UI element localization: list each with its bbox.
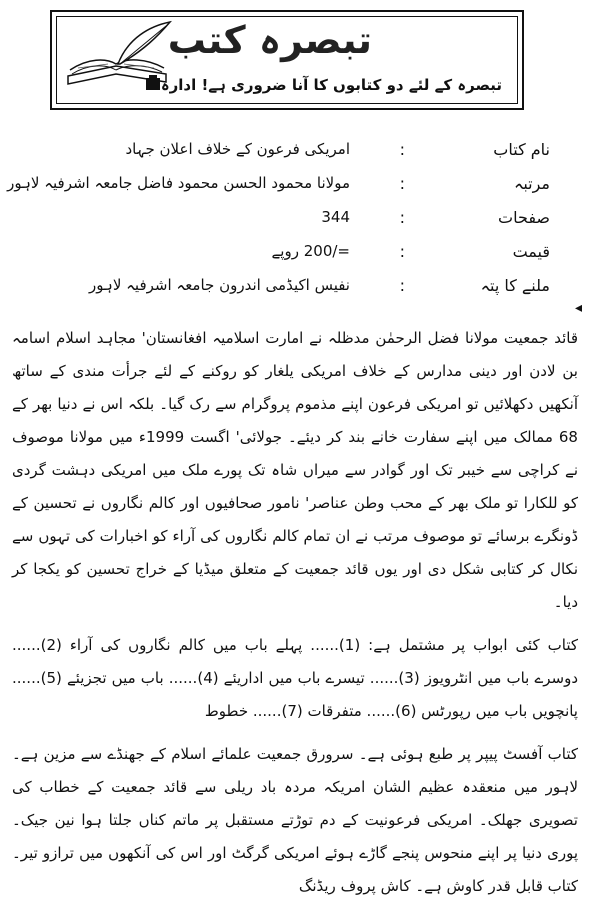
- info-row-address: [30, 276, 550, 300]
- info-row-title: [30, 140, 550, 164]
- review-body: [12, 322, 578, 903]
- paragraph: کتاب آفسٹ پیپر پر طبع ہوئی ہے۔ سرورق جمعیت علمائے اسلام کے جھنڈے سے مزین ہے۔ لاہور میں منعقدہ عظیم الشان امریکہ مردہ باد ریلی سے قائد جمعیت کے خطاب کی تصویری جھلک۔ امریکی فرعونیت کے دم توڑتے مستقبل پر ماتم کناں جلتا ہوا نین جیک۔ پوری دنیا پر اپنے منحوس پنجے گاڑے ہوئے امریکی گرگٹ اور اس کی آنکھوں میں ترازو تیر۔ کتاب قابل قدر کاوش ہے۔ کاش پروف ریڈنگ: [12, 745, 578, 895]
- info-colon: :: [399, 140, 405, 159]
- section-banner: [50, 10, 524, 110]
- info-colon: :: [399, 208, 405, 227]
- info-value: نفیس اکیڈمی اندرون جامعہ اشرفیہ لاہور: [89, 276, 350, 294]
- info-value: امریکی فرعون کے خلاف اعلان جہاد: [125, 140, 350, 158]
- info-label: صفحات: [498, 208, 550, 227]
- banner-title: تبصرہ کتب: [167, 18, 372, 62]
- info-row-pages: [30, 208, 550, 232]
- info-value: مولانا محمود الحسن محمود فاضل جامعہ اشرفیہ لاہور: [7, 174, 350, 192]
- info-label: نام کتاب: [493, 140, 550, 159]
- banner-subtitle: تبصرہ کے لئے دو کتابوں کا آنا ضروری ہے! ادارہ: [160, 76, 502, 94]
- info-colon: :: [399, 276, 405, 295]
- info-label: قیمت: [512, 242, 550, 261]
- info-label: مرتبہ: [513, 174, 550, 193]
- paragraph: کتاب کئی ابواب پر مشتمل ہے: (1)...... پہلے باب میں کالم نگاروں کی آراء (2)...... دوسرے باب میں انٹرویوز (3)...... تیسرے باب میں اداریئے (4)...... باب میں تجزیئے (5)...... پانچویں باب میں رپورٹس (6)...... متفرقات (7)...... خطوط: [12, 636, 578, 720]
- margin-mark: ◂: [575, 300, 583, 316]
- info-row-compiler: [7, 174, 550, 198]
- info-label: ملنے کا پتہ: [480, 276, 550, 295]
- info-value: 344: [321, 208, 350, 226]
- book-info-table: [7, 140, 550, 310]
- info-colon: :: [399, 174, 405, 193]
- info-value: =/200 روپے: [271, 242, 350, 260]
- paragraph: قائد جمعیت مولانا فضل الرحمٰن مدظلہ نے امارت اسلامیہ افغانستان' مجاہد اسلام اسامہ بن لادن اور دینی مدارس کے خلاف امریکی یلغار کو روکنے کے لئے جرأت مندی کے ساتھ آنکھیں دکھلائیں تو امریکی فرعون اپنے مذموم پروگرام سے رک گیا۔ بلکہ اس نے دنیا بھر کے 68 ممالک میں اپنے سفارت خانے بند کر دیئے۔ جولائی' اگست 1999ء میں مولانا موصوف نے کراچی سے خیبر تک اور گوادر سے میراں شاہ تک پورے ملک میں امریکی دہشت گردی کو للکارا تو ملک بھر کے محب وطن عناصر' نامور صحافیوں اور کالم نگاروں نے تحسین کے ڈونگرے برسائے تو موصوف مرتب نے ان تمام کالم نگاروں کی آراء کو اخبارات کی تہوں سے نکال کر کتابی شکل دی اور یوں قائد جمعیت کے متعلق میڈیا کے خراج تحسین کو یکجا کر دیا۔: [12, 329, 578, 611]
- info-row-price: [30, 242, 550, 266]
- info-colon: :: [399, 242, 405, 261]
